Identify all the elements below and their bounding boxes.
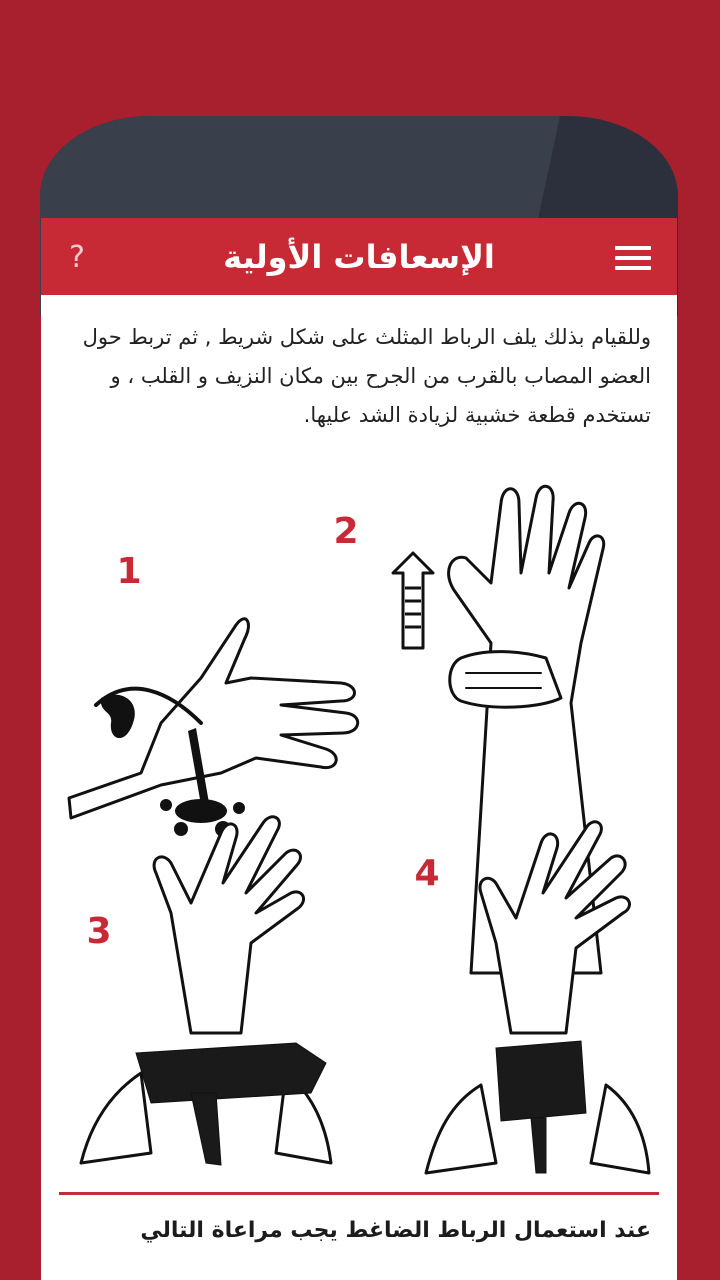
step-4-bandage (496, 1041, 586, 1173)
page-title: الإسعافات الأولية (223, 237, 495, 276)
help-icon: ? (69, 240, 85, 275)
app-bar (41, 218, 677, 295)
tourniquet-illustration (41, 473, 677, 1193)
step-number-4: 4 (414, 853, 440, 894)
hamburger-menu-icon (615, 246, 651, 250)
app-screen (41, 218, 677, 1280)
menu-button[interactable] (615, 244, 653, 272)
section-heading: عند استعمال الرباط الضاغط يجب مراعاة التالي (140, 1218, 651, 1243)
instruction-paragraph: وللقيام بذلك يلف الرباط المثلث على شكل شريط , ثم تربط حول العضو المصاب بالقرب من الجرح بين مكان النزيف و القلب ، و تستخدم قطعة خشبية لزيادة الشد عليها. (82, 325, 651, 427)
step-number-3: 3 (86, 911, 112, 952)
step-number-2: 2 (333, 511, 359, 552)
help-button[interactable] (61, 238, 93, 278)
step-number-1: 1 (116, 551, 142, 592)
section-divider (59, 1192, 659, 1195)
